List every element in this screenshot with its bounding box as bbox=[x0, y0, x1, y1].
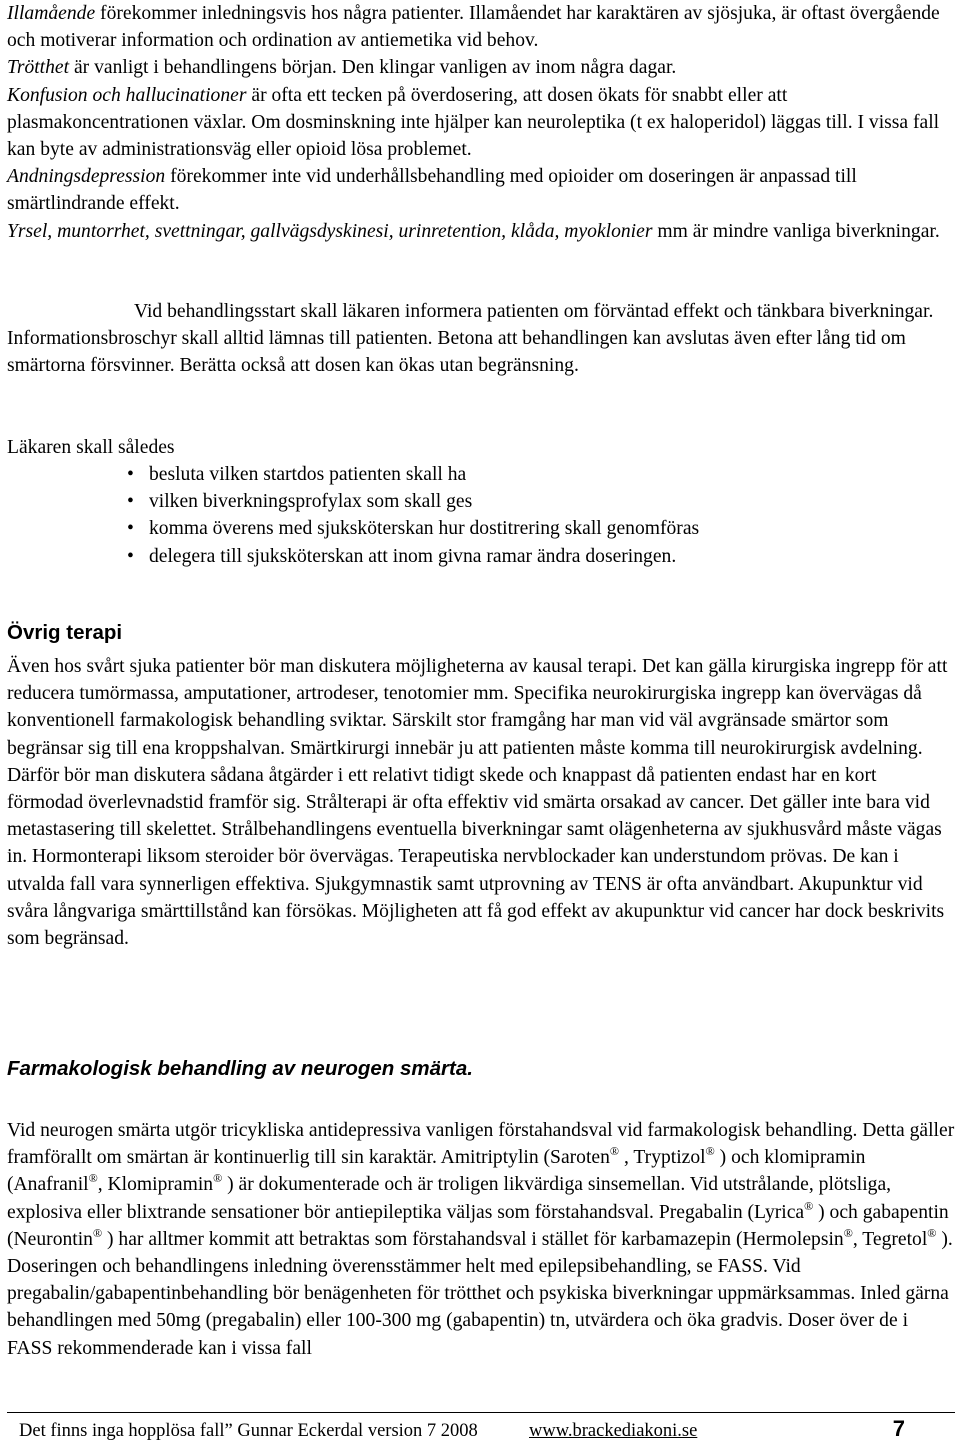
registered-mark: ® bbox=[92, 1225, 103, 1240]
minor-effects-paragraph bbox=[7, 218, 955, 245]
fatigue-term: Trötthet bbox=[7, 57, 70, 79]
neuropathic-text-part: Vid neurogen smärta utgör tricykliska antidepressiva vanligen förstahandsval vid farmakologisk behandling. Detta gäller framförallt om smärtan är kontinuerlig till sin karaktär. Amitriptylin (Saroten bbox=[7, 1120, 955, 1169]
minor-effects-text: mm är mindre vanliga biverkningar. bbox=[652, 220, 940, 242]
minor-effects-term: Yrsel, muntorrhet, svettningar, gallvägsdyskinesi, urinretention, klåda, myoklonier bbox=[7, 220, 653, 242]
bullet-icon: • bbox=[127, 545, 134, 567]
registered-mark: ® bbox=[804, 1198, 814, 1213]
nausea-text: förekommer inledningsvis hos några patienter. Illamåendet har karaktären av sjösjuka, är oftast övergående och motiverar information och ordination av antiemetika vid behov. bbox=[7, 3, 940, 52]
confusion-text-2: Om dosminskning inte hjälper kan neuroleptika (t ex haloperidol) läggas till. I vissa fall kan byte av administrationsväg eller opioid lösa problemet. bbox=[7, 111, 940, 161]
bullet-icon: • bbox=[127, 518, 134, 540]
respiratory-term: Andningsdepression bbox=[7, 166, 166, 188]
confusion-text: är ofta ett tecken på överdosering, att dosen ökats för snabbt eller att plasmakoncentrationen växlar. bbox=[7, 84, 788, 133]
list-item-text: vilken biverkningsprofylax som skall ges bbox=[149, 491, 473, 513]
doctor-intro: Läkaren skall således bbox=[7, 437, 175, 458]
doctor-task-list bbox=[127, 461, 947, 570]
list-item bbox=[127, 543, 947, 570]
list-item-text: delegera till sjuksköterskan att inom givna ramar ändra doseringen. bbox=[149, 545, 677, 567]
list-item bbox=[127, 488, 947, 515]
nausea-term: Illamående bbox=[7, 3, 96, 24]
neuropathic-text-part: ). Doseringen och behandlingens inledning överensstämmer helt med epilepsibehandling, se FASS. Vid pregabalin/gabapentinbehandling bör benägenheten för trötthet och psykiska biverkningar uppmärksammas. Inled gärna behandlingen med 50mg (pregabalin) eller 100-300 mg (gabapentin) tn, utvärdera och öka gradvis. Doser över de i FASS rekommenderade kan i vissa fall bbox=[7, 1228, 953, 1359]
footer-website-link[interactable]: www.brackediakoni.se bbox=[529, 1421, 698, 1441]
neuropathic-text-part: ) och gabapentin (Neurontin bbox=[7, 1201, 949, 1250]
neuropathic-text-part: , Tryptizol bbox=[619, 1147, 706, 1169]
footer-text: Det finns inga hopplösa fall” Gunnar Eckerdal version 7 2008 bbox=[19, 1421, 478, 1441]
bullet-icon: • bbox=[127, 464, 134, 485]
registered-mark: ® bbox=[927, 1225, 937, 1240]
confusion-term: Konfusion och hallucinationer bbox=[7, 84, 247, 106]
neuropathic-text-part: ) är dokumenterade och är troligen likvärdiga sinsemellan. Vid utstrålande, plötsliga, explosiva eller blixtrande sensationer bör antiepileptika väljas som förstahandsval. Pregabalin (Lyrica bbox=[7, 1174, 892, 1223]
registered-mark: ® bbox=[609, 1144, 620, 1159]
info-paragraph: Vid behandlingsstart skall läkaren informera patienten om förväntad effekt och tänkbara biverkningar. Informationsbroschyr skall alltid lämnas till patienten. Betona att behandlingen kan avslutas även efter lång tid om smärtorna försvinner. Berätta också att dosen kan ökas utan begränsning. bbox=[7, 301, 934, 377]
neuropathic-text bbox=[7, 1117, 955, 1362]
registered-mark: ® bbox=[88, 1171, 98, 1186]
list-item bbox=[127, 461, 947, 488]
registered-mark: ® bbox=[705, 1144, 715, 1159]
side-effects-section bbox=[7, 0, 955, 245]
list-item-text: besluta vilken startdos patienten skall ha bbox=[149, 464, 467, 485]
list-item-text: komma överens med sjuksköterskan hur dostitrering skall genomföras bbox=[149, 518, 700, 540]
fatigue-paragraph bbox=[7, 54, 955, 81]
nausea-paragraph bbox=[7, 0, 955, 54]
page-footer bbox=[7, 1412, 955, 1443]
neuropathic-text-part: , Klomipramin bbox=[97, 1174, 214, 1196]
neuropathic-heading: Farmakologisk behandling av neurogen smärta. bbox=[7, 1057, 473, 1080]
fatigue-text: är vanligt i behandlingens början. Den klingar vanligen av inom några dagar. bbox=[69, 57, 677, 79]
bullet-icon: • bbox=[127, 491, 134, 513]
neuropathic-text-part: ) och klomipramin (Anafranil bbox=[7, 1147, 866, 1196]
confusion-paragraph bbox=[7, 82, 955, 164]
registered-mark: ® bbox=[843, 1225, 853, 1240]
neuropathic-text-part: , Tegretol bbox=[852, 1228, 928, 1250]
page-number: 7 bbox=[892, 1416, 905, 1441]
respiratory-text: förekommer inte vid underhållsbehandling med opioider om doseringen är anpassad till smärtlindrande effekt. bbox=[7, 166, 857, 215]
respiratory-paragraph bbox=[7, 163, 955, 217]
neuropathic-text-part: ) har alltmer kommit att betraktas som förstahandsval i stället för karbamazepin (Hermolepsin bbox=[102, 1228, 844, 1250]
list-item bbox=[127, 515, 947, 542]
other-therapy-text: Även hos svårt sjuka patienter bör man diskutera möjligheterna av kausal terapi. Det kan gälla kirurgiska ingrepp för att reducera tumörmassa, amputationer, artrodeser, tenotomier mm. Specifika neurokirurgiska ingrepp kan övervägas då konventionell farmakologisk behandling sviktar. Särskilt stor framgång har man vid väl avgränsade smärtor som begränsar sig till ena kroppshalvan. Smärtkirurgi innebär ju att patienten måste komma till neurokirurgisk avdelning. Därför bör man diskutera sådana åtgärder i ett relativt tidigt skede och knappast då patienten endast har en kort förmodad överlevnadstid framför sig. Strålterapi är ofta effektiv vid smärta orsakad av cancer. Det gäller inte bara vid metastasering till skelettet. Strålbehandlingens eventuella biverkningar samt olägenheterna av sjukhusvård måste vägas in. Hormonterapi liksom steroider bör övervägas. Terapeutiska nervblockader kan understundom prövas. De kan i utvalda fall vara synnerligen effektiva. Sjukgymnastik samt utprovning av TENS är ofta användbart. Akupunktur vid svåra långvariga smärttillstånd kan försökas. Möjligheten att få god effekt av akupunktur vid cancer har dock beskrivits som begränsad. bbox=[7, 656, 948, 950]
registered-mark: ® bbox=[213, 1171, 223, 1186]
other-therapy-heading: Övrig terapi bbox=[7, 621, 123, 644]
